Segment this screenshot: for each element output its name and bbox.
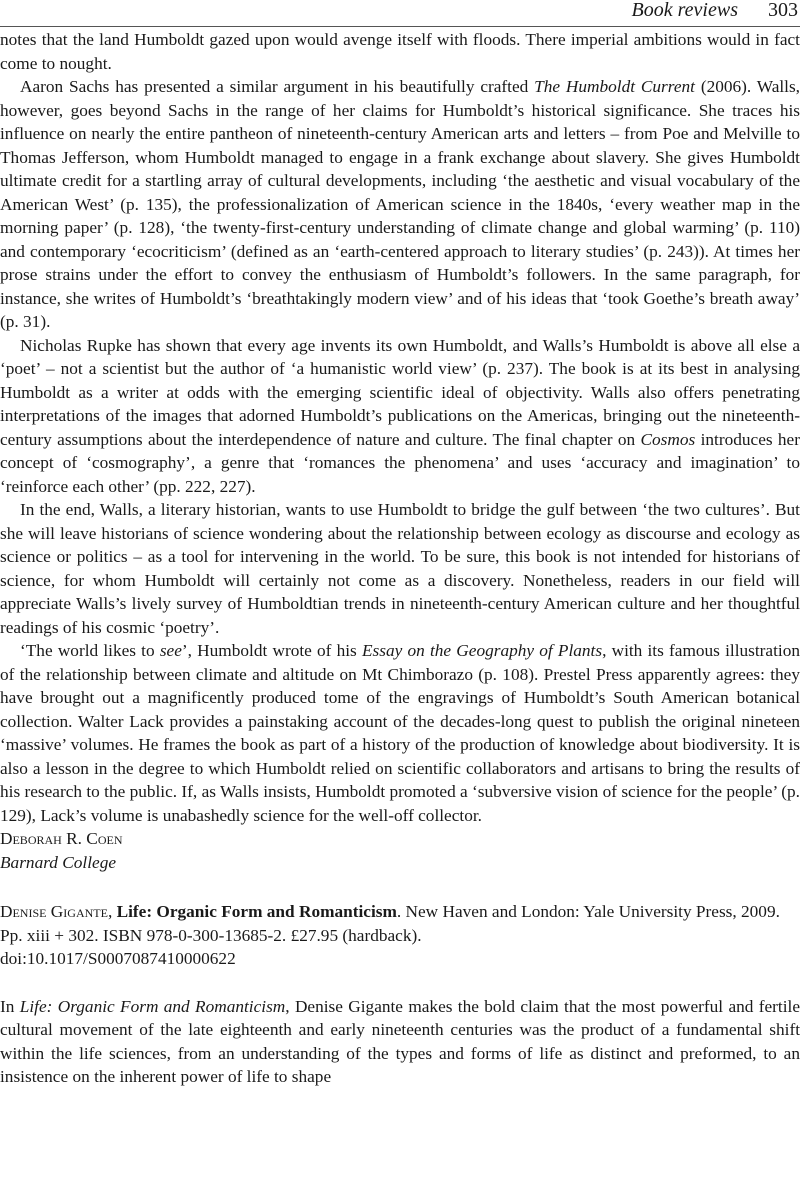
review1-paragraph-4: In the end, Walls, a literary historian, wants to use Humboldt to bridge the gulf between ‘the two cultures’. But she will leave historians of science wondering about the relationship between ecology as discourse and ecology as science or politics – as a tool for intervening in the world. To be sure, this book is not intended for historians of science, for whom Humboldt will certainly not come as a discovery. Nonetheless, readers in our field will appreciate Walls’s lively survey of Humboldtian trends in nineteenth-century American culture and her thoughtful readings of his cosmic ‘poetry’. [0,500,800,637]
book-title-life: Life: Organic Form and Romanticism [19,996,286,1016]
page-header [0,0,800,27]
book-title: Life: Organic Form and Romanticism [116,902,397,921]
review1-paragraph-1: notes that the land Humboldt gazed upon would avenge itself with floods. There imperial ambitions would in fact come to nought. [0,30,800,73]
reviewer-name: Deborah R. Coen [0,829,123,848]
body-text [0,28,800,1089]
bibliographic-entry: Denise Gigante, Life: Organic Form and Romanticism. New Haven and London: Yale University Press, 2009. Pp. xiii + 302. ISBN 978-0-300-13685-2. £27.95 (hardback). [0,902,780,945]
running-head: Book reviews [631,0,738,21]
book-author: Denise Gigante [0,902,108,921]
publication-details: . New Haven and London: Yale University Press, 2009. Pp. xiii + 302. ISBN 978-0-300-13685-2. £27.95 (hardback). [0,902,780,945]
doi: doi:10.1017/S0007087410000622 [0,949,236,968]
review1-paragraph-5: ‘The world likes to see’, Humboldt wrote of his Essay on the Geography of Plants, with its famous illustration of the relationship between climate and altitude on Mt Chimborazo (p. 108). Prestel Press apparently agrees: they have brought out a magnificently produced tome of the engravings of Humboldt’s South American botanical collection. Walter Lack provides a painstaking account of the decades-long quest to publish the original nineteen ‘massive’ volumes. He frames the book as part of a history of the production of knowledge about biodiversity. It is also a lesson in the degree to which Humboldt relied on scientific collaborators and artisans to bring the results of his research to the public. If, as Walls insists, Humboldt promoted a ‘subversive vision of science for the people’ (p. 129), Lack’s volume is unabashedly science for the well-off collector. [0,641,800,825]
review1-paragraph-3: Nicholas Rupke has shown that every age invents its own Humboldt, and Walls’s Humboldt is above all else a ‘poet’ – not a scientist but the author of ‘a humanistic world view’ (p. 237). The book is at its best in analysing Humboldt as a writer at odds with the emerging scientific ideal of objectivity. Walls also offers penetrating interpretations of the images that adorned Humboldt’s publications on the Americas, bringing out the nineteenth-century assumptions about the interdependence of nature and culture. The final chapter on Cosmos introduces her concept of ‘cosmography’, a genre that ‘romances the phenomena’ and uses ‘accuracy and imagination’ to ‘reinforce each other’ (pp. 222, 227). [0,335,800,496]
book-title-cosmos: Cosmos [640,429,696,449]
page-number: 303 [768,0,798,21]
book-title-essay-geography-plants: Essay on the Geography of Plants [361,641,603,660]
review2-paragraph-1: In Life: Organic Form and Romanticism, Denise Gigante makes the bold claim that the most powerful and fertile cultural movement of the late eighteenth and early nineteenth centuries was the product of a fundamental shift within the life sciences, from an understanding of the types and forms of life as distinct and preformed, to an insistence on the inherent power of life to shape [0,996,800,1086]
book-title-humboldt-current: The Humboldt Current [534,77,695,96]
review1-paragraph-2: Aaron Sachs has presented a similar argument in his beautifully crafted The Humboldt Current (2006). Walls, however, goes beyond Sachs in the range of her claims for Humboldt’s historical significance. She traces his influence on nearly the entire pantheon of nineteenth-century American arts and letters – from Poe and Melville to Thomas Jefferson, whom Humboldt managed to engage in a frank exchange about slavery. She gives Humboldt ultimate credit for a startling array of cultural developments, including ‘the aesthetic and visual vocabulary of the American West’ (p. 135), the professionalization of American science in the 1840s, ‘every weather map in the morning paper’ (p. 128), ‘the twenty-first-century understanding of climate change and global warming’ (p. 110) and contemporary ‘ecocriticism’ (defined as an ‘earth-centered approach to literary studies’ (p. 243)). At times her prose strains under the effort to convey the enthusiasm of Humboldt’s followers. In the same paragraph, for instance, she writes of Humboldt’s ‘breathtakingly modern view’ and of his ideas that ‘took Goethe’s breath away’ (p. 31). [0,77,800,331]
reviewer-institution: Barnard College [0,852,116,872]
